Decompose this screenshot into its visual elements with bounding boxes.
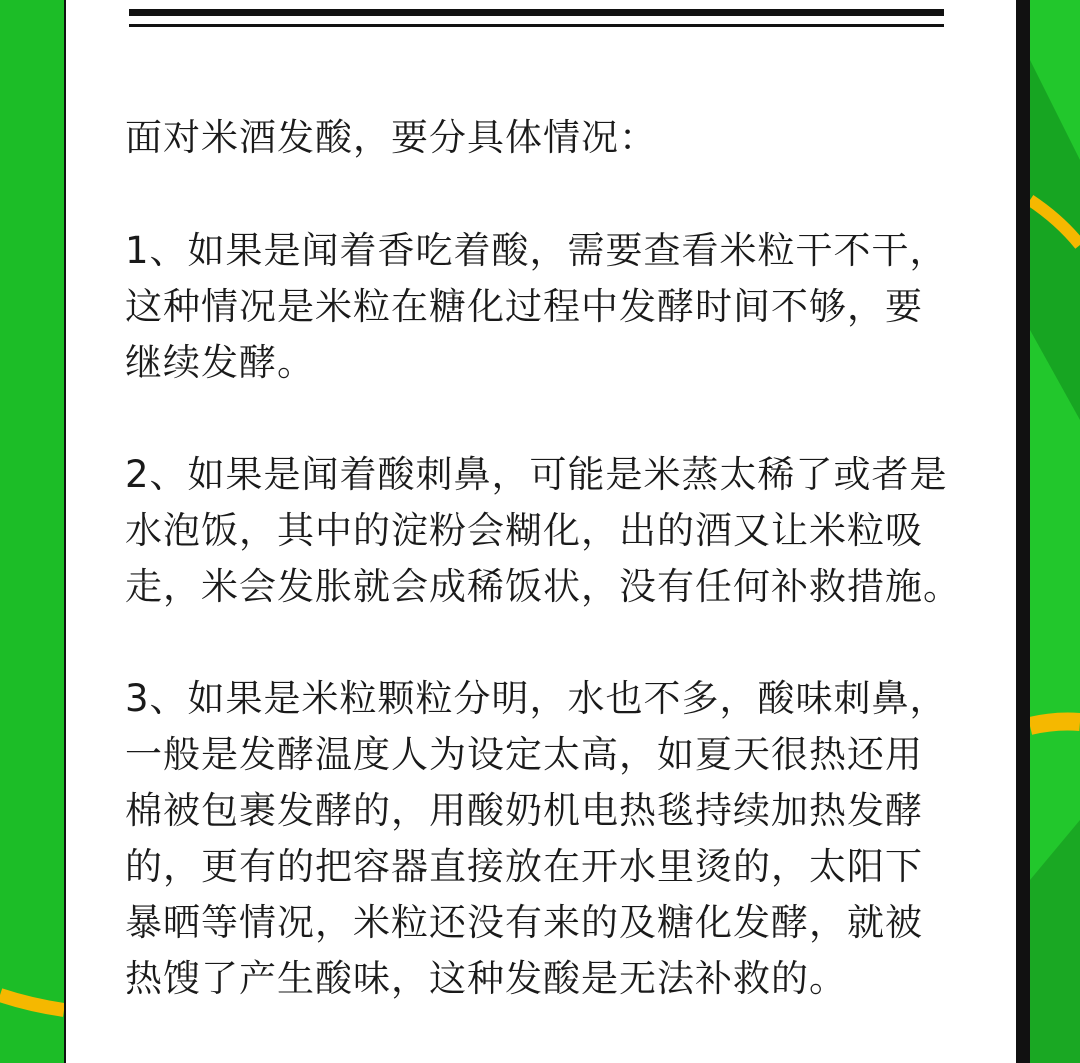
- paragraph-1: 1、如果是闻着香吃着酸，需要查看米粒干不干， 这种情况是米粒在糖化过程中发酵时间不够，要 继续发酵。: [125, 229, 948, 384]
- intro-text: 面对米酒发酸，要分具体情况：: [125, 116, 657, 159]
- header-rule-thick: [129, 9, 944, 16]
- paragraph-2: 2、如果是闻着酸刺鼻，可能是米蒸太稀了或者是 水泡饭，其中的淀粉会糊化，出的酒又让米粒吸 走，米会发胀就会成稀饭状，没有任何补救措施。: [125, 453, 961, 608]
- article-body: [125, 110, 965, 1063]
- paragraph-3: 3、如果是米粒颗粒分明，水也不多，酸味刺鼻， 一般是发酵温度人为设定太高，如夏天很热还用 棉被包裹发酵的，用酸奶机电热毯持续加热发酵 的，更有的把容器直接放在开水里烫的，太阳下 暴晒等情况，米粒还没有来的及糖化发酵，就被 热馊了产生酸味，这种发酸是无法补救的。: [125, 677, 948, 1000]
- card-edge: [1016, 0, 1030, 1063]
- right-orange-arc-bottom: [1030, 722, 1080, 727]
- left-orange-arc: [0, 995, 64, 1010]
- header-rule-thin: [129, 24, 944, 27]
- right-dark-stripe-bottom: [1030, 820, 1080, 1063]
